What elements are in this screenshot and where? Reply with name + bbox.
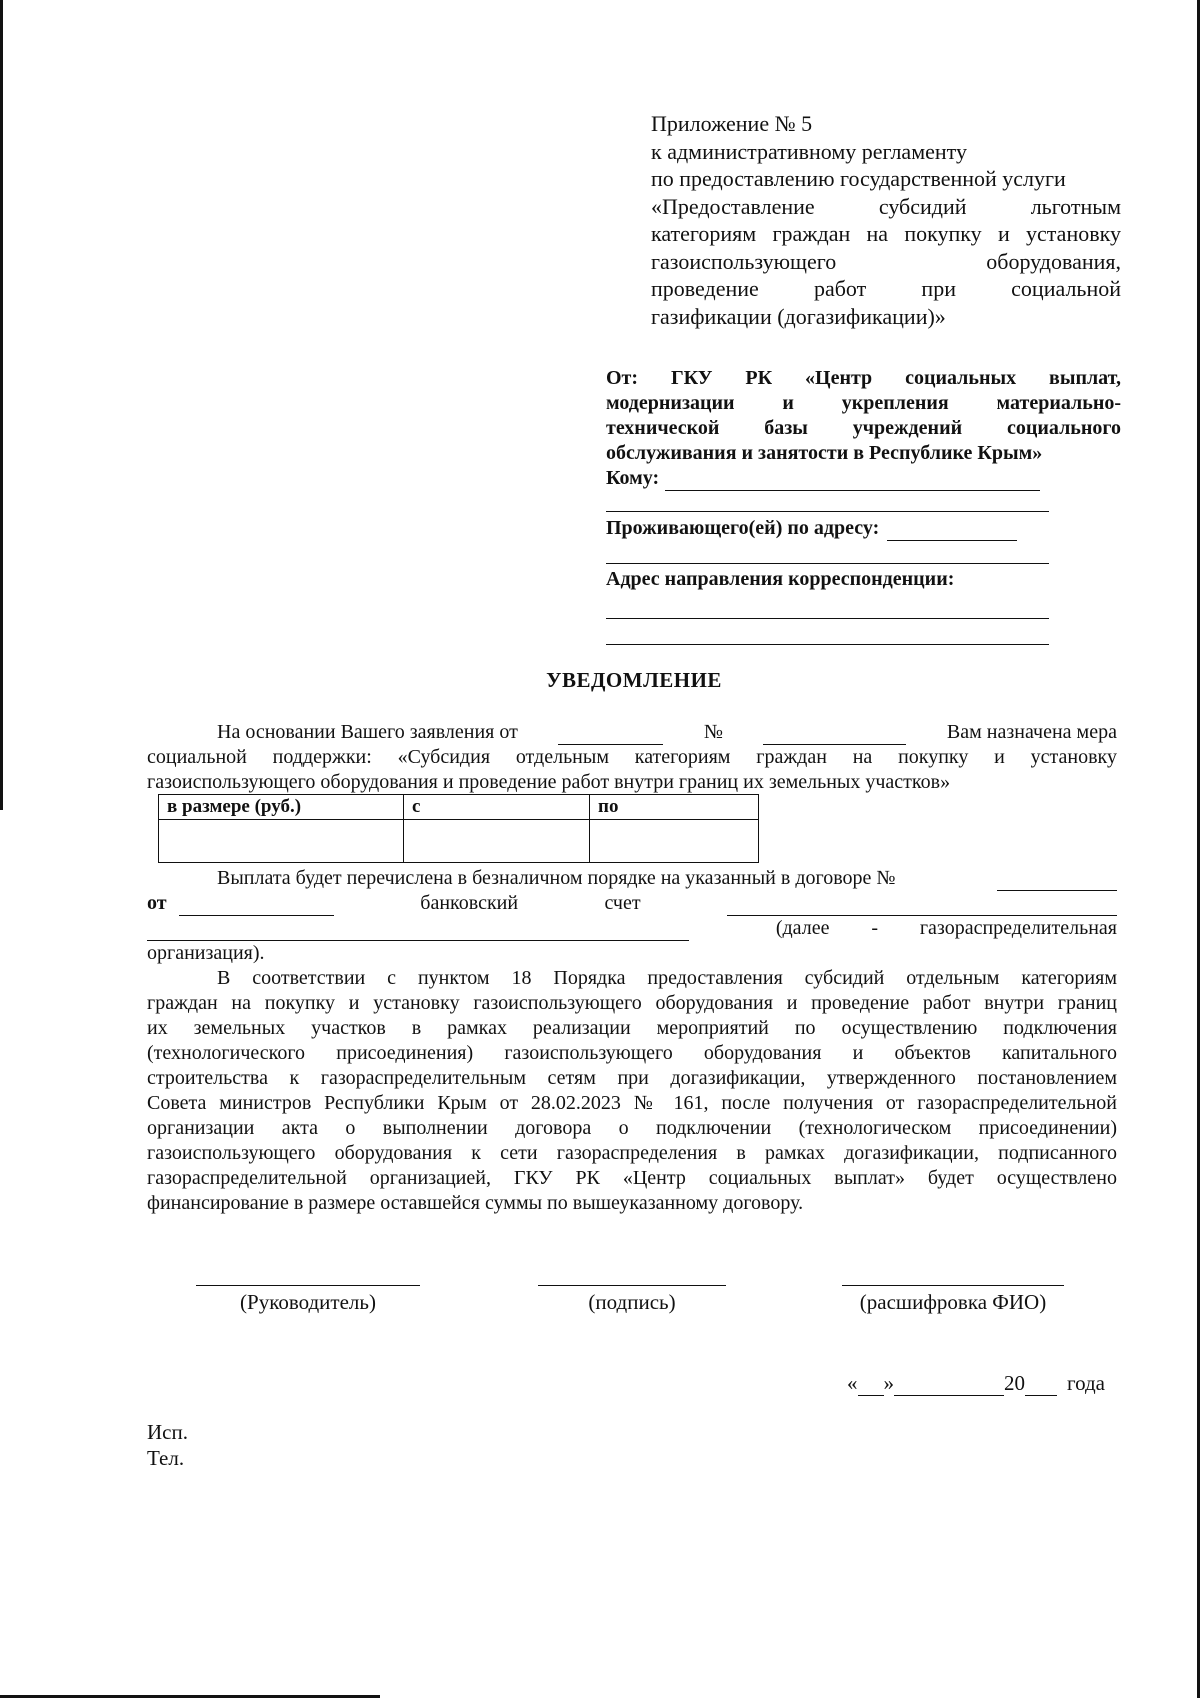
paragraph-line: организации акта о выполнении договора о подключении (технологическом присоединении) xyxy=(147,1117,1117,1139)
notice-paragraph xyxy=(147,720,1117,795)
month-blank xyxy=(894,1375,1004,1396)
full-name-line xyxy=(842,1285,1064,1286)
century: 20 xyxy=(1004,1371,1025,1395)
executor-label: Исп. xyxy=(147,1420,188,1444)
hereinafter-word: газораспределительная xyxy=(919,917,1117,939)
appendix-line: Приложение № 5 xyxy=(651,111,813,136)
paragraph-line: В соответствии с пунктом 18 Порядка предоставления субсидий отдельным категориям xyxy=(217,967,1117,989)
residence-blank xyxy=(887,522,1017,541)
paragraph-line: газораспределительной организацией, ГКУ РК «Центр социальных выплат» будет осуществлено xyxy=(147,1167,1117,1189)
paragraph-line: (технологического присоединения) газоиспользующего оборудования и объектов капитального xyxy=(147,1042,1117,1064)
paragraph-line: финансирование в размере оставшейся суммы по вышеуказанному договору. xyxy=(147,1192,804,1214)
to-label: Кому: xyxy=(606,467,660,489)
to-date-header: по xyxy=(590,795,759,820)
date-close-quote: » xyxy=(883,1371,894,1395)
notice-text: газоиспользующего оборудования и проведение работ внутри границ их земельных участков» xyxy=(147,771,951,793)
main-paragraph xyxy=(147,966,1117,1216)
number-sign: № xyxy=(703,721,723,743)
correspondence-blank-2 xyxy=(606,644,1049,645)
phone-label: Тел. xyxy=(147,1446,185,1470)
contract-date-blank xyxy=(179,897,334,916)
footer xyxy=(147,1419,188,1471)
bank-word: банковский xyxy=(420,892,519,914)
full-name-caption: (расшифровка ФИО) xyxy=(859,1290,1047,1314)
paragraph-line: строительства к газораспределительным сетям при догазификации, утвержденного постановлением xyxy=(147,1067,1117,1089)
from-line: технической базы учреждений социального xyxy=(606,417,1121,439)
notice-text: Вам назначена мера xyxy=(946,721,1117,743)
gas-org-name-blank xyxy=(147,922,689,941)
appendix-line: проведение работ при социальной xyxy=(651,276,1121,301)
from-line: От: ГКУ РК «Центр социальных выплат, xyxy=(606,367,1121,389)
paragraph-line: Совета министров Республики Крым от 28.02.2023 № 161, после получения от газораспределительной xyxy=(147,1092,1117,1114)
amount-value-cell xyxy=(159,820,404,863)
payment-paragraph xyxy=(147,866,1117,966)
head-caption: (Руководитель) xyxy=(240,1290,376,1314)
signature-field xyxy=(538,1285,726,1315)
day-blank xyxy=(858,1375,884,1396)
signature-caption: (подпись) xyxy=(588,1290,676,1314)
full-name-field xyxy=(842,1285,1064,1315)
appendix-header xyxy=(651,110,1121,330)
residence-blank-2 xyxy=(606,563,1049,564)
from-label: от xyxy=(147,892,167,914)
paragraph-line: их земельных участков в рамках реализации мероприятий по осуществлению подключения xyxy=(147,1017,1117,1039)
hereinafter-open: (далее xyxy=(775,917,830,939)
appendix-line: к административному регламенту xyxy=(651,138,967,164)
hereinafter-dash: - xyxy=(871,917,878,939)
appendix-line: категориям граждан на покупку и установку xyxy=(651,221,1121,246)
head-signature xyxy=(196,1285,420,1315)
from-line: модернизации и укрепления материально- xyxy=(606,392,1121,414)
year-word: года xyxy=(1067,1371,1105,1395)
appendix-line: газоиспользующего оборудования, xyxy=(651,248,1121,274)
amount-header: в размере (руб.) xyxy=(159,795,404,820)
amount-table-header-row xyxy=(159,795,759,820)
appendix-line: «Предоставление субсидий льготным xyxy=(651,193,1121,219)
to-blank-2 xyxy=(606,511,1049,512)
from-date-value-cell xyxy=(404,820,590,863)
to-blank xyxy=(665,472,1040,491)
paragraph-line: газоиспользующего оборудования к сети газораспределения в рамках догазификации, подписанного xyxy=(147,1142,1117,1164)
appendix-line: по предоставлению государственной услуги xyxy=(651,166,1066,191)
notice-text: На основании Вашего заявления от xyxy=(217,721,518,743)
application-number-blank xyxy=(763,726,906,745)
residence-label: Проживающего(ей) по адресу: xyxy=(606,517,880,539)
appendix-line: газификации (догазификации)» xyxy=(651,303,946,329)
document-title: УВЕДОМЛЕНИЕ xyxy=(546,668,722,692)
contract-number-blank xyxy=(997,872,1117,891)
notice-text: социальной поддержки: «Субсидия отдельным категориям граждан на покупку и установку xyxy=(147,746,1117,768)
from-line: обслуживания и занятости в Республике Крым» xyxy=(606,442,1043,464)
hereinafter-close: организация). xyxy=(147,942,265,964)
correspondence-label: Адрес направления корреспонденции: xyxy=(606,568,955,590)
year-blank xyxy=(1025,1375,1057,1396)
account-word: счет xyxy=(604,892,641,914)
head-signature-line xyxy=(196,1285,420,1286)
amount-table xyxy=(158,794,759,863)
application-date-blank xyxy=(558,726,663,745)
paragraph-line: граждан на покупку и установку газоиспользующего оборудования и проведение работ внутри границ xyxy=(147,992,1117,1014)
amount-table-value-row xyxy=(159,820,759,863)
correspondence-blank-1 xyxy=(606,618,1049,619)
from-date-header: с xyxy=(404,795,590,820)
signature-line xyxy=(538,1285,726,1286)
addressee-block xyxy=(606,366,1121,645)
date-open-quote: « xyxy=(847,1371,858,1395)
bank-account-blank xyxy=(727,897,1117,916)
to-date-value-cell xyxy=(590,820,759,863)
payment-text: Выплата будет перечислена в безналичном порядке на указанный в договоре № xyxy=(217,867,896,889)
date-line xyxy=(847,1371,1117,1396)
